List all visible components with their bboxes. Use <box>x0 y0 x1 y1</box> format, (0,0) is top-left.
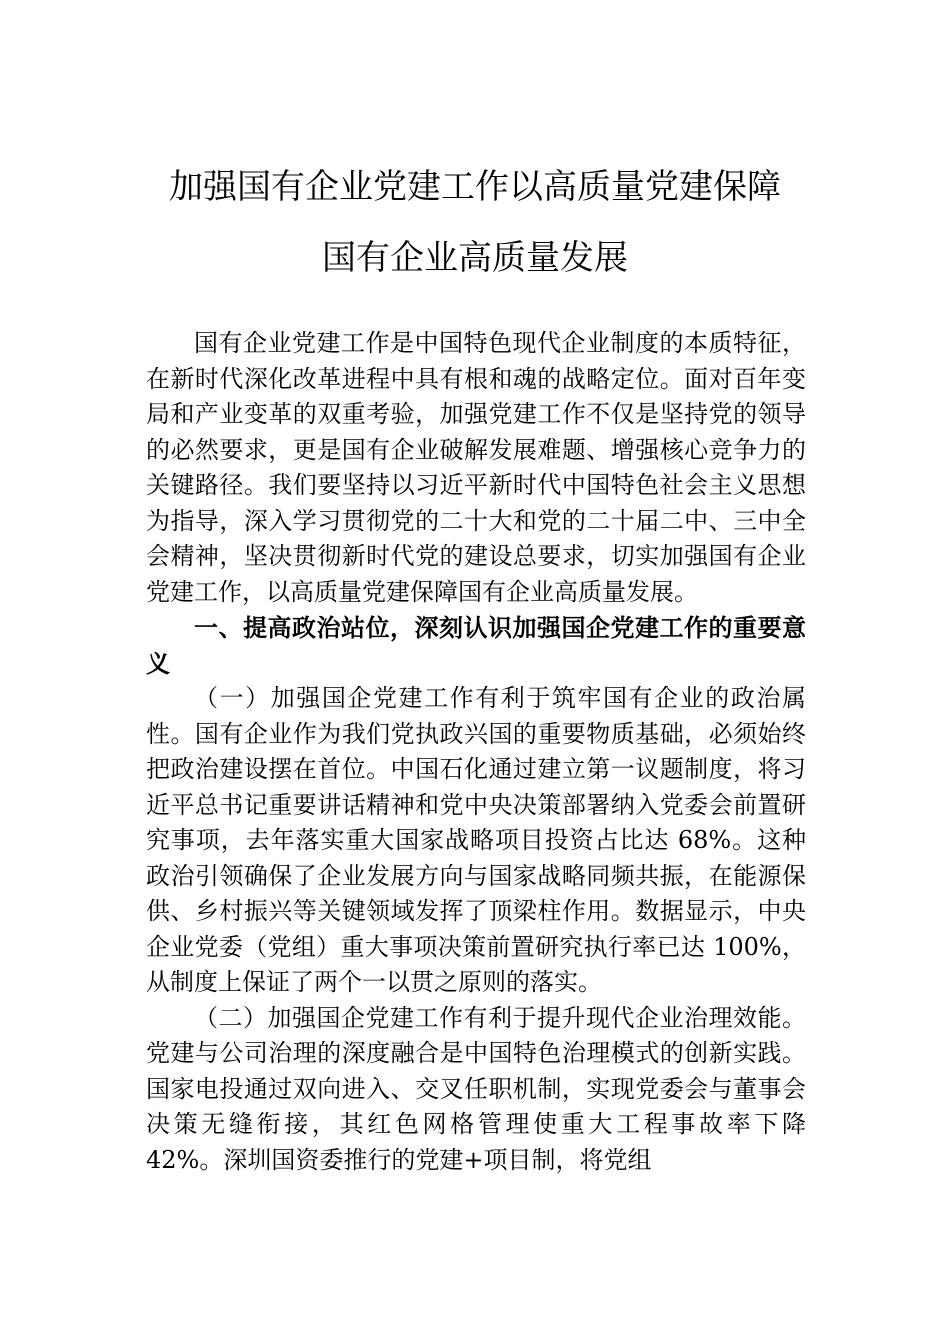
document-title-line-1: 加强国有企业党建工作以高质量党建保障 <box>169 167 781 207</box>
document-title-line-2: 国有企业高质量发展 <box>322 238 628 278</box>
section-heading-1: 一、提高政治站位，深刻认识加强国企党建工作的重要意义 <box>146 613 806 678</box>
paragraph-subsection-2: （二）加强国企党建工作有利于提升现代企业治理效能。党建与公司治理的深度融合是中国特色治理模式的创新实践。国家电投通过双向进入、交叉任职机制，实现党委会与董事会决策无缝衔接，其红色网格管理使重大工程事故率下降 42%。深圳国资委推行的党建+项目制，将党组 <box>146 1003 806 1174</box>
paragraph-subsection-1: （一）加强国企党建工作有利于筑牢国有企业的政治属性。国有企业作为我们党执政兴国的重要物质基础，必须始终把政治建设摆在首位。中国石化通过建立第一议题制度，将习近平总书记重要讲话精神和党中央决策部署纳入党委会前置研究事项，去年落实重大国家战略项目投资占比达 68%。这种政治引领确保了企业发展方向与国家战略同频共振，在能源保供、乡村振兴等关键领域发挥了顶梁柱作用。数据显示，中央企业党委（党组）重大事项决策前置研究执行率已达 100%，从制度上保证了两个一以贯之原则的落实。 <box>146 684 806 996</box>
document-body <box>146 326 806 1178</box>
paragraph-intro: 国有企业党建工作是中国特色现代企业制度的本质特征，在新时代深化改革进程中具有根和魂的战略定位。面对百年变局和产业变革的双重考验，加强党建工作不仅是坚持党的领导的必然要求，更是国有企业破解发展难题、增强核心竞争力的关键路径。我们要坚持以习近平新时代中国特色社会主义思想为指导，深入学习贯彻党的二十大和党的二十届二中、三中全会精神，坚决贯彻新时代党的建设总要求，切实加强国有企业党建工作，以高质量党建保障国有企业高质量发展。 <box>146 329 806 606</box>
